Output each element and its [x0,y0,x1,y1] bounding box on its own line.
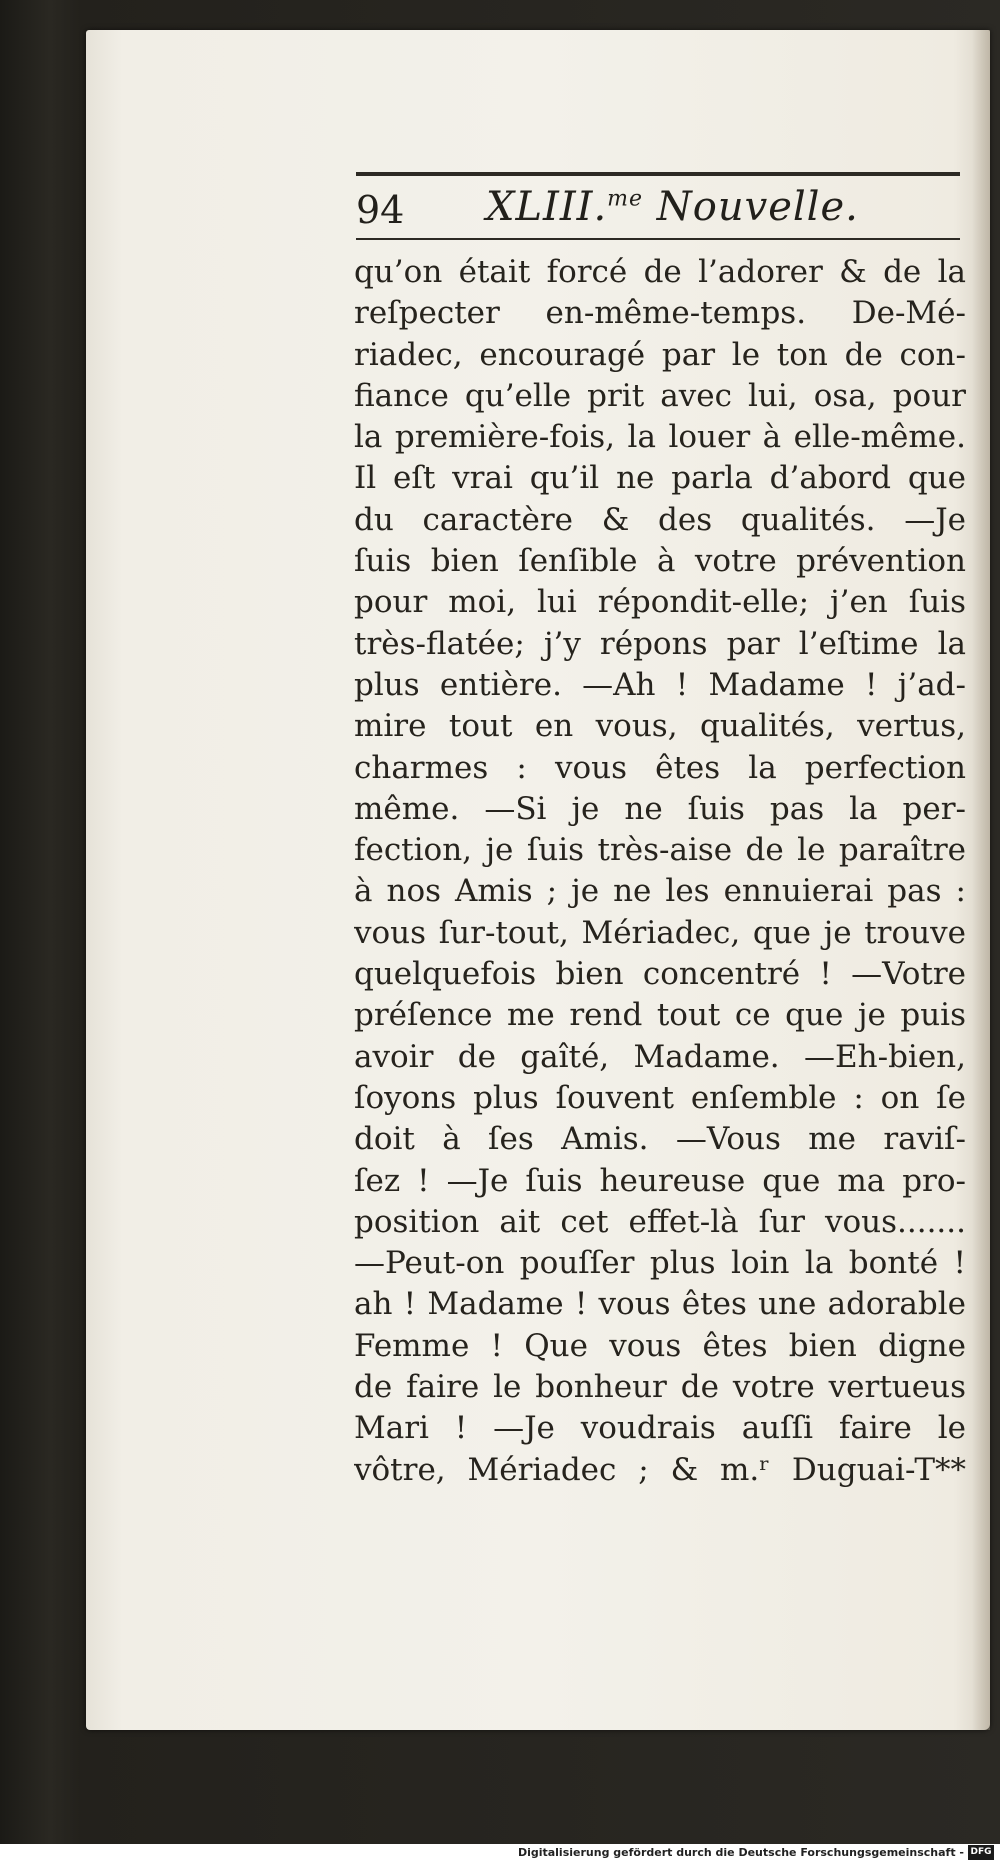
text-line: qu’on était forcé de l’adorer & de la [354,254,966,290]
text-line: à nos Amis ; je ne les ennuierai pas : [354,873,966,910]
text-line: charmes : vous êtes la perfection [354,749,966,786]
text-line: doit à ſes Amis. —Vous me raviſ- [354,1121,966,1158]
text-line: Mari ! —Je voudrais auſſi faire le [354,1410,966,1447]
page-edge-shadow [972,30,990,1730]
text-line: plus entière. —Ah ! Madame ! j’ad- [354,666,966,703]
header-top-rule [356,172,960,176]
running-head [486,184,859,230]
body-text [354,252,966,1491]
text-line: riadec, encouragé par le ton de con- [354,336,966,373]
text-line: même. —Si je ne ſuis pas la per- [354,790,966,827]
funding-credit: Digitalisierung gefördert durch die Deutsche Forschungsgemeinschaft - [517,1846,964,1859]
text-line: vous ſur-tout, Mériadec, que je trouve [354,914,966,951]
text-line: Il eſt vrai qu’il ne parla d’abord que [354,460,966,497]
text-line: pour moi, lui répondit-elle; j’en ſuis [354,584,966,621]
digitization-footer [0,1844,1000,1864]
text-line: vôtre, Mériadec ; & m.ʳ Duguai-T** [354,1451,966,1488]
text-line: très-flatée; j’y répons par l’eſtime la [354,625,966,662]
page-header [356,180,960,236]
text-line: —Peut-on pouſſer plus loin la bonté ! [354,1245,966,1282]
text-line: ah ! Madame ! vous êtes une adorable [354,1286,966,1323]
text-line: reſpeᴄter en-même-temps. De-Mé- [354,295,966,332]
running-head-main: XLIII. [486,184,608,230]
text-line: préſence me rend tout ce que je puis [354,997,966,1034]
text-line: ſoyons plus ſouvent enſemble : on ſe [354,1079,966,1116]
running-head-superscript: me [607,186,644,212]
text-line: position ait cet effet-là ſur vous....... [354,1203,966,1240]
text-line: mire tout en vous, qualités, vertus, [354,708,966,745]
text-line: ſez ! —Je ſuis heureuse que ma pro- [354,1162,966,1199]
text-line: Femme ! Que vous êtes bien digne [354,1327,966,1364]
text-line: de faire le bonheur de votre vertueus [354,1369,966,1406]
header-bottom-rule [356,238,960,240]
text-line: la première-fois, la louer à elle-même. [354,419,966,456]
page-number: 94 [356,188,405,232]
text-line: avoir de gaîté, Madame. —Eh-bien, [354,1038,966,1075]
text-line: ſuis bien ſenſible à votre prévention [354,543,966,580]
text-line: fection, je ſuis très-aise de le paraître [354,832,966,869]
text-line: du caractère & des qualités. —Je [354,501,966,538]
dfg-logo: DFG [968,1845,994,1860]
running-head-title: Nouvelle. [643,184,859,230]
text-line: fiance qu’elle prit avec lui, osa, pour [354,377,966,414]
text-line: quelquefois bien concentré ! —Votre [354,956,966,993]
